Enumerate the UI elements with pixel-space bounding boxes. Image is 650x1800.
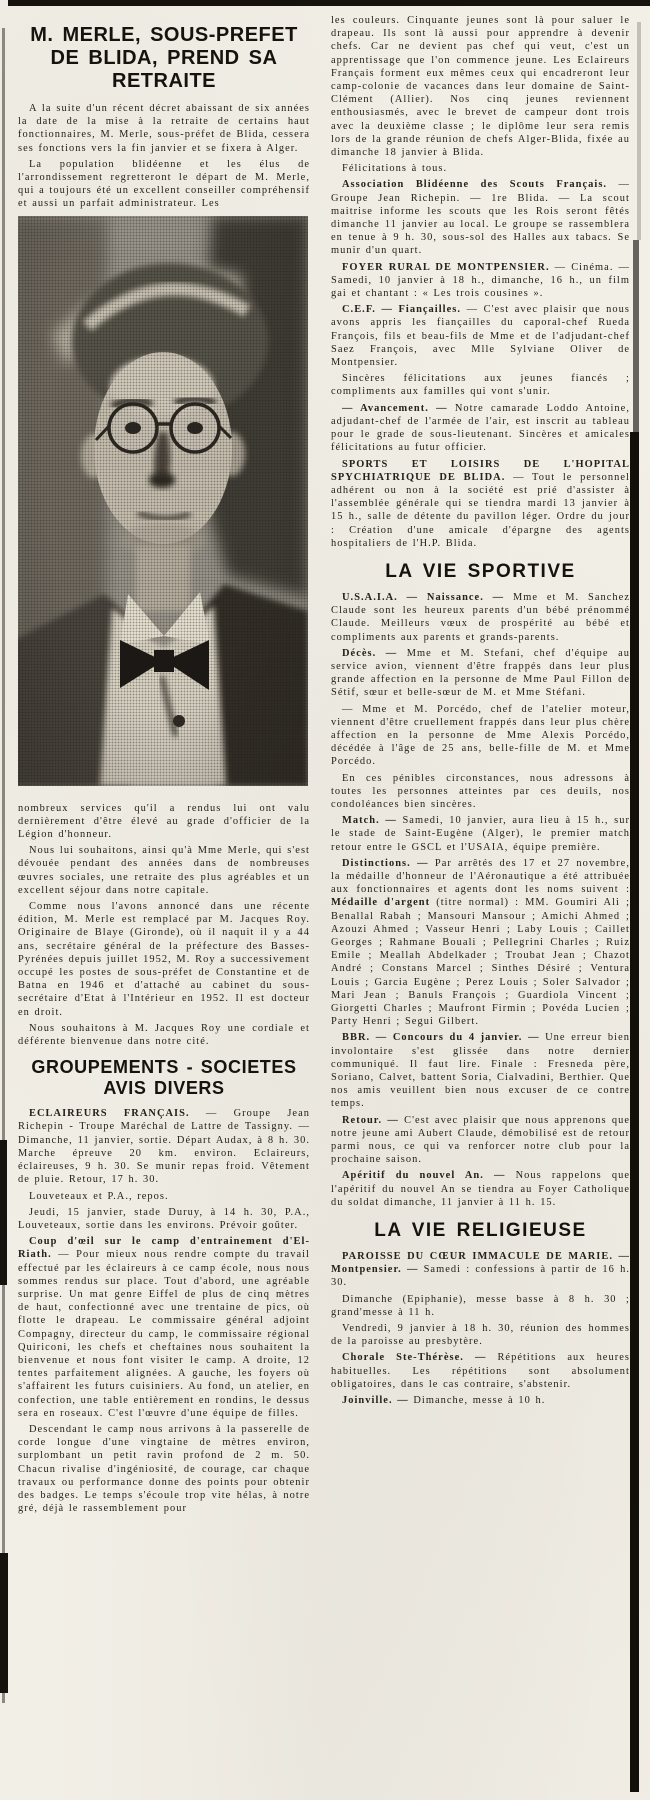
notice-lead: Décès. — xyxy=(342,647,398,659)
notice-usaia-naissance xyxy=(331,591,630,644)
article-paragraph: A la suite d'un récent décret abaissant de six années la date de la mise à la retraite de certains haut fonctionnaires, M. Merle, sous-préfet de Blida, cessera ses fonctions vers la fin janvier et se fixera à Alger. xyxy=(18,103,310,154)
notice-lead: PAROISSE DU CŒUR IMMACULE DE MARIE. — Montpensier. — xyxy=(331,1251,630,1276)
portrait-illustration xyxy=(18,216,308,786)
notice-text: Samedi, 10 janvier, aura lieu à 15 h., sur le stade de Saint-Eugène (Alger), le premier match retour entre le GSCL et l'USAIA, équipe première. xyxy=(331,815,630,853)
headline-line-2: DE BLIDA, PREND SA RETRAITE xyxy=(50,47,278,92)
notice-text: (titre normal) : MM. Goumiri Ali ; Benallal Rabah ; Mansouri Mansour ; Amichi Ahmed ; Azouzi Ahmed ; Vasseur Henri ; Laby Louis ; Caillet Georges ; Rahmane Bouali ; Pellegrini Charles ; Ruiz Emile ; Meallah Abdelkader ; Troubat Jean ; Chazot André ; Constans Marcel ; Sinthes Désiré ; Ventura Louis ; Garcia Eugène ; Perez Louis ; Soler Salvador ; Mari Jean ; Banuls François ; Guardiola Vincent ; Giorgetti Charles ; Maufront Firmin ; Povéda Lucien ; Party Henri ; Segui Gilbert. xyxy=(331,897,630,1028)
notice-lead: Chorale Ste-Thérèse. — xyxy=(342,1352,487,1364)
notice-lead: Apéritif du nouvel An. — xyxy=(342,1170,506,1182)
notice-jeudi: Jeudi, 15 janvier, stade Duruy, à 14 h. 30, P.A., Louveteaux, sortie dans les environs. Prévoir goûter. xyxy=(18,1206,310,1231)
notice-lead: Coup d'œil sur le camp d'entrainement d'El-Riath. xyxy=(18,1236,310,1261)
article-paragraph: La population blidéenne et les élus de l'arrondissement regretteront le départ de M. Merle, qui a toujours été un excellent conseiller compréhensif et aussi un parfait administrateur. Les xyxy=(18,158,310,210)
notice-match xyxy=(331,814,630,854)
notice-lead: Distinctions. — xyxy=(342,857,429,869)
notice-lead: BBR. — Concours du 4 janvier. — xyxy=(342,1032,540,1044)
section-heading-groupements xyxy=(18,1057,310,1099)
headline-line-1: M. MERLE, SOUS-PREFET xyxy=(30,24,298,46)
right-edge-rule xyxy=(630,432,639,1792)
article-paragraph: Comme nous l'avons annoncé dans une récente édition, M. Merle est remplacé par M. Jacques Roy. Originaire de Blaye (Gironde), où il naquit il y a 44 ans, secrétaire général de la préfecture des Basses-Pyrénées depuis juillet 1952, M. Roy a successivement occupé les postes de sous-préfet de Constantine et de Batna en 1946 et d'attaché au cabinet du sous-secrétaire d'Etat à l'Intérieur en 1952. Il est docteur en droit. xyxy=(18,901,310,1018)
portrait-photo xyxy=(18,216,308,786)
notice-text: — Tout le personnel adhérent ou non à la société est prié d'assister à l'assemblée générale qui se tiendra mardi 13 janvier à 15 h., salle de détente du pavillon léger. Ordre du jour : Création d'une amicale d'épargne des agents hospitaliers de l'H.P. Blida. xyxy=(331,471,630,549)
section-heading-line-1: GROUPEMENTS - SOCIETES xyxy=(31,1057,297,1078)
left-edge-ink-smudge xyxy=(0,1140,7,1285)
notice-joinville xyxy=(331,1394,630,1407)
notice-text: — Groupe Jean Richepin. — 1re Blida. — La scout maitrise informe les scouts que les Rois seront fêtés dimanche 11 janvier au local. Le groupe se rassemblera en tenue à 9 h. 30, sous-sol des Halles aux tabacs. Se munir d'un quart. xyxy=(331,179,630,257)
notice-text: Nous rappelons que l'apéritif du nouvel An se tiendra au Foyer Catholique du soldat dimanche, 11 janvier à 11 h. 15. xyxy=(331,1170,630,1208)
notice-distinctions xyxy=(331,857,630,1029)
notice-lead: FOYER RURAL DE MONTPENSIER. xyxy=(342,261,550,273)
notice-descendant: Descendant le camp nous arrivons à la passerelle de corde longue d'une vingtaine de mètres environ, surplombant un petit ravin profond de 2 m. 50. Chacun rivalise d'ingéniosité, de courage, car chaque travaux ou performance donne des points pour obtenir des badges. Le temps s'écoule trop vite hélas, à notre gré, déjà le rassemblement pour xyxy=(18,1423,310,1515)
notice-aperitif xyxy=(331,1169,630,1209)
notice-text: — Pour mieux nous rendre compte du travail effectué par les éclaireurs à ce camp école, nous nous sommes rendus sur place. Tout d'abord, une agréable surprise. Un mat genre Eiffel de plus de cinq mètres de haut, confectionné avec une trentaine de pics, où flotte le drapeau. Le commissaire général adjoint Compagny, directeur du camp, le commissaire régional Quiriconi, les chefs et cheftaines nous souhaitent la bienvenue et nous font visiter le camp. A droite, 12 tentes parfaitement alignées. A gauche, les foyers où s'affairent les futurs cuisiniers. Au fond, un atelier, en confection, une table entièrement en rondins, le dessus sera en roseaux. C'est l'œuvre d'une équipe de filles. xyxy=(18,1249,310,1419)
notice-text: Mme et M. Sanchez Claude sont les heureux parents d'un bébé prénommé Claude. Meilleurs vœux de prospérité au bébé et compliments aux parents et grands-parents. xyxy=(331,591,630,643)
notice-text: Une erreur bien involontaire s'est glissée dans notre dernier communiqué. Il faut lire. Finale : Fresneda père, Soriano, Calvet, battent Soria, Cialvadini, Berthier. Que nos amis veuillent bien nous excuser de ce contre temps. xyxy=(331,1032,630,1110)
notice-text: C'est avec plaisir que nous apprenons que notre jeune ami Aubert Claude, démobilisé est de retour parmi nous, ce qui va renforcer notre club pour la prochaine saison. xyxy=(331,1114,630,1166)
notice-lead: U.S.A.I.A. — Naissance. — xyxy=(342,591,505,603)
notice-lead: C.E.F. — Fiançailles. xyxy=(342,304,462,316)
notice-avancement xyxy=(331,402,630,455)
notice-cef-suite: Sincères félicitations aux jeunes fiancés ; compliments aux familles qui vont s'unir. xyxy=(331,373,630,398)
notice-dimanche-messe: Dimanche (Epiphanie), messe basse à 8 h. 30 ; grand'messe à 11 h. xyxy=(331,1293,630,1318)
notice-lead: Match. — xyxy=(342,815,397,827)
notice-lead: Association Blidéenne des Scouts Français. xyxy=(342,179,608,191)
right-edge-rule-mid xyxy=(633,240,639,435)
notice-text: Répétitions aux heures habituelles. Les répétitions sont absolument obligatoires, dans le cas contraire, s'abstenir. xyxy=(331,1352,630,1390)
notice-text: — C'est avec plaisir que nous avons appris les fiançailles du caporal-chef Rueda François, fils et beau-fils de Mme et de l'adjudant-chef Saez François, avec Mlle Sylviane Oliver de Montpensier. xyxy=(331,304,630,369)
article-paragraph: Nous souhaitons à M. Jacques Roy une cordiale et déférente bienvenue dans notre cité. xyxy=(18,1022,310,1048)
notice-text: Dimanche, messe à 10 h. xyxy=(408,1395,546,1407)
notice-paroisse xyxy=(331,1250,630,1290)
notice-lead: Joinville. — xyxy=(342,1395,409,1407)
notice-scouts xyxy=(331,178,630,257)
section-heading-line-2: AVIS DIVERS xyxy=(103,1078,225,1099)
notice-louveteaux: Louveteaux et P.A., repos. xyxy=(29,1190,169,1202)
notice-bbr-concours xyxy=(331,1031,630,1110)
article-paragraph: nombreux services qu'il a rendus lui ont valu dernièrement d'être élevé au grade d'officier de la Légion d'honneur. xyxy=(18,802,310,841)
medaille-argent-label: Médaille d'argent xyxy=(331,897,431,909)
notice-porcedo: — Mme et M. Porcédo, chef de l'atelier moteur, viennent d'être cruellement frappés dans leur plus chère affection en la personne de Mme Alexis Porcédo, décédée à l'âge de 25 ans, belle-fille de M. et Mme Porcédo. xyxy=(331,703,630,768)
left-column-rule xyxy=(2,28,5,1703)
notice-felicitations: Félicitations à tous. xyxy=(342,163,448,175)
notice-lead: ECLAIREURS FRANÇAIS. xyxy=(29,1108,190,1120)
notice-cef-fiancailles xyxy=(331,303,630,369)
notice-retour xyxy=(331,1114,630,1167)
notice-deces xyxy=(331,647,630,700)
notice-text: — Groupe Jean Richepin - Troupe Maréchal de Lattre de Tassigny. — Dimanche, 11 janvier, sortie. Départ Audax, à 8 h. 30. Marche épreuve 20 km. environ. Eclaireurs, éclaireuses, 9 h. 30. Se munir repas froid. Vêtement de pluie. Retour, 17 h. 30. xyxy=(18,1108,310,1186)
notice-camp xyxy=(18,1235,310,1420)
article-continuation: les couleurs. Cinquante jeunes sont là pour saluer le drapeau. Ils sont là aussi pour apprendre à devenir chefs. Car ne devient pas chef qui veut, c'est un apprentissage que l'on commence jeune. Les Eclaireurs Français forment eux mêmes ceux qui encadreront leur camp-colonie de vacances dans leur domaine de Saint-Clément (Allier). Nos cinq jeunes reviennent enthousiasmés, avec le brevet de campeur dont trois avec la deuxième classe ; le diplôme leur sera remis lors de la grande réunion de chefs Alger-Blida, fixée au dimanche 18 janvier à Blida. xyxy=(331,15,630,159)
notice-lead: Retour. — xyxy=(342,1114,399,1126)
left-column xyxy=(18,18,310,1793)
right-column xyxy=(331,14,630,1796)
section-heading-vie-religieuse: LA VIE RELIGIEUSE xyxy=(374,1220,587,1242)
article-paragraph: Nous lui souhaitons, ainsi qu'à Mme Merle, qui s'est dévouée pendant des années dans de nombreuses œuvres sociales, une retraite des plus agréables et un excellent séjour dans notre capitale. xyxy=(18,845,310,896)
notice-lead: SPORTS ET LOISIRS DE L'HOPITAL SPYCHIATRIQUE DE BLIDA. xyxy=(331,458,630,483)
section-heading-vie-sportive: LA VIE SPORTIVE xyxy=(385,560,576,582)
notice-text: — Cinéma. — Samedi, 10 janvier à 18 h., dimanche, 16 h., un film gai et chantant : « Les trois cousines ». xyxy=(331,261,630,300)
notice-condoleances: En ces pénibles circonstances, nous adressons à toutes les personnes atteintes par ces deuils, nos condoléances bien sincères. xyxy=(331,772,630,810)
notice-chorale xyxy=(331,1351,630,1391)
right-edge-rule-faint xyxy=(637,22,641,240)
notice-text: Samedi : confessions à partir de 16 h. 30. xyxy=(331,1264,630,1289)
notice-vendredi-reunion: Vendredi, 9 janvier à 18 h. 30, réunion des hommes de la paroisse au presbytère. xyxy=(331,1323,630,1348)
headline xyxy=(18,24,310,93)
notice-eclaireurs xyxy=(18,1107,310,1186)
top-rule xyxy=(8,0,650,6)
notice-text: Mme et M. Stefani, chef d'équipe au service avion, viennent d'être frappés dans leur plus grande affection en la personne de Mme Paul Fillon de Sétif, sœur et belle-sœur de M. et Mme Stéfani. xyxy=(331,647,630,699)
notice-lead: — Avancement. — xyxy=(342,402,448,414)
notice-text: Notre camarade Loddo Antoine, adjudant-chef de l'armée de l'air, est inscrit au tableau pour le grade de sous-lieutenant. Sincères et amicales félicitations au futur officier. xyxy=(331,402,630,454)
notice-foyer-rural xyxy=(331,261,630,301)
left-edge-ink-smudge xyxy=(0,1553,8,1693)
notice-sports-hopital xyxy=(331,458,630,550)
notice-text: Par arrêtés des 17 et 27 novembre, la médaille d'honneur de l'Aéronautique a été attribuée aux fonctionnaires et agents dont les noms suivent : xyxy=(331,857,630,896)
